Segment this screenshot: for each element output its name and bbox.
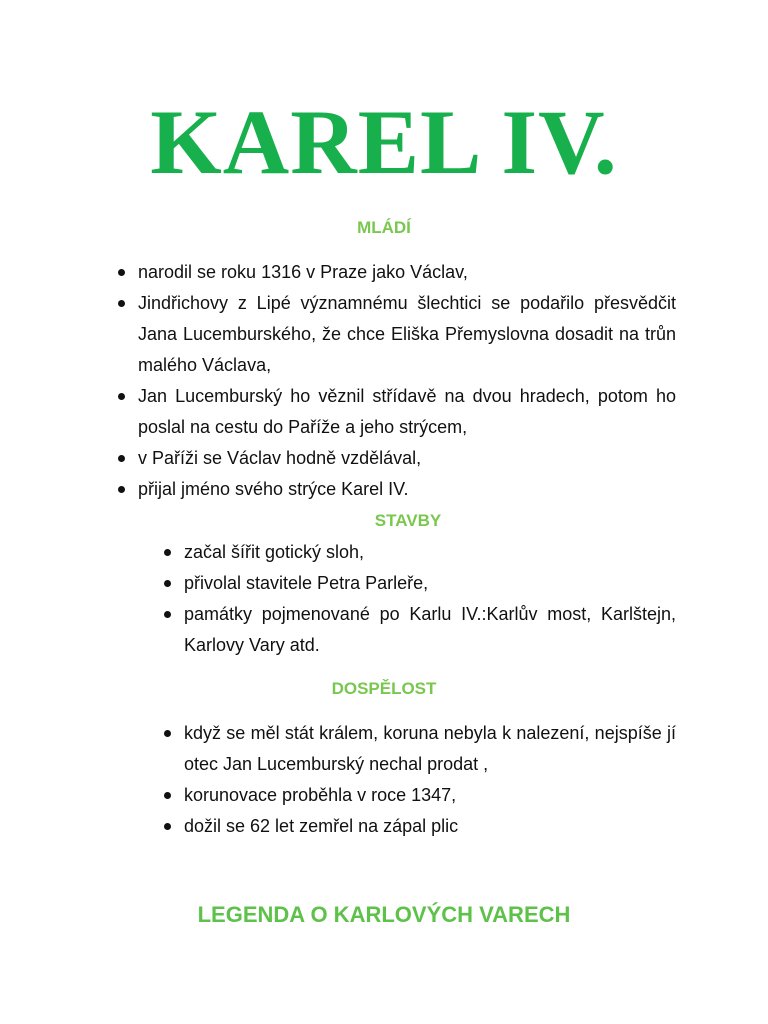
list-item: v Paříži se Václav hodně vzdělával, bbox=[114, 443, 676, 474]
page-title: KAREL IV. bbox=[150, 91, 618, 193]
list-item: přijal jméno svého strýce Karel IV. bbox=[114, 474, 676, 505]
legend-heading: LEGENDA O KARLOVÝCH VARECH bbox=[197, 902, 571, 927]
list-item: narodil se roku 1316 v Praze jako Václav, bbox=[114, 257, 676, 288]
list-item: přivolal stavitele Petra Parleře, bbox=[160, 568, 676, 599]
list-stavby bbox=[160, 537, 676, 661]
section-heading-stavby: STAVBY bbox=[374, 511, 442, 530]
list-dospelost bbox=[160, 718, 676, 842]
list-item: když se měl stát králem, koruna nebyla k nalezení, nejspíše jí otec Jan Lucemburský nechal prodat , bbox=[160, 718, 676, 780]
list-item: Jindřichovy z Lipé významnému šlechtici se podařilo přesvědčit Jana Lucemburského, že chce Eliška Přemyslovna dosadit na trůn malého Václava, bbox=[114, 288, 676, 381]
list-item: památky pojmenované po Karlu IV.:Karlův most, Karlštejn, Karlovy Vary atd. bbox=[160, 599, 676, 661]
section-heading-mladi: MLÁDÍ bbox=[357, 218, 411, 237]
list-item: Jan Lucemburský ho věznil střídavě na dvou hradech, potom ho poslal na cestu do Paříže a jeho strýcem, bbox=[114, 381, 676, 443]
list-item: začal šířit gotický sloh, bbox=[160, 537, 676, 568]
section-heading-dospelost: DOSPĚLOST bbox=[331, 679, 437, 698]
list-item: dožil se 62 let zemřel na zápal plic bbox=[160, 811, 676, 842]
list-mladi bbox=[114, 257, 676, 505]
list-item: korunovace proběhla v roce 1347, bbox=[160, 780, 676, 811]
